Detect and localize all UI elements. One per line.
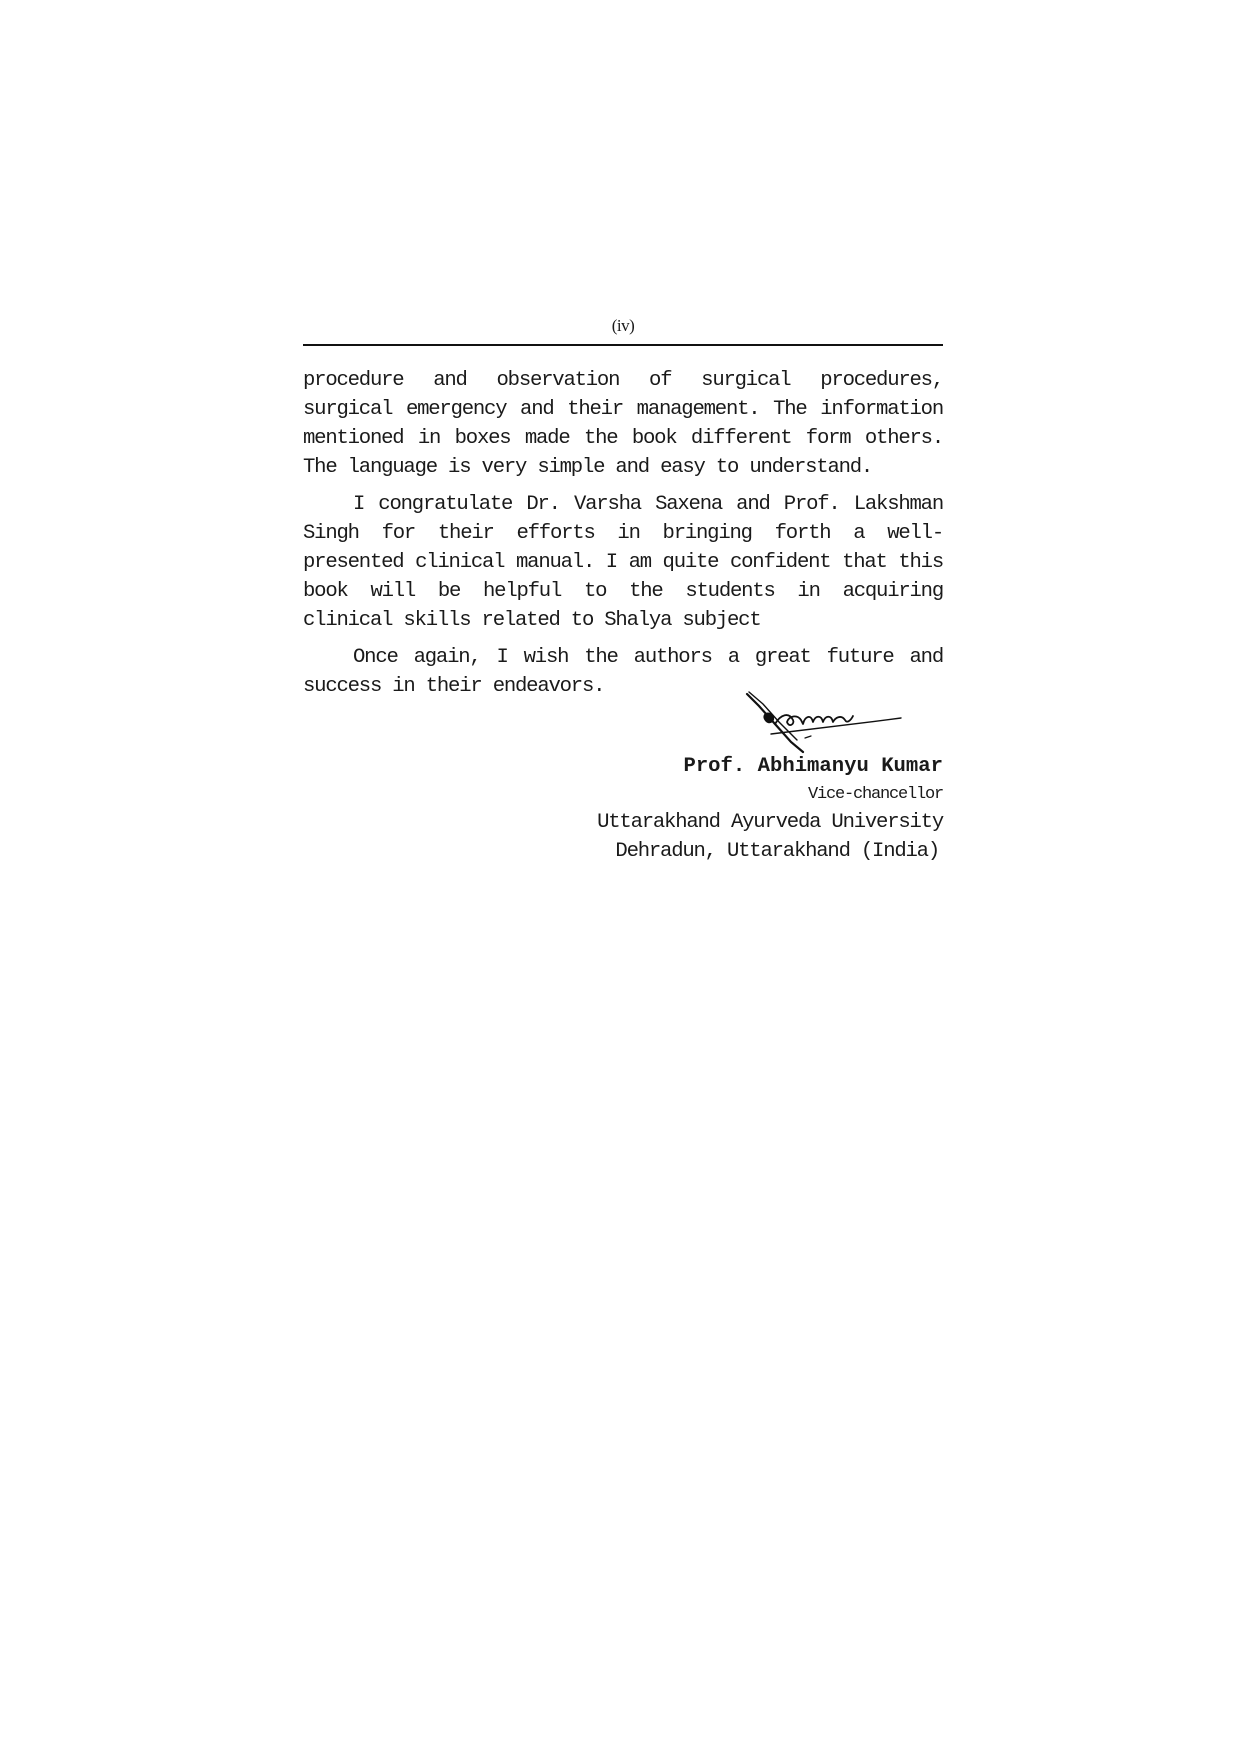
handwritten-signature [745,690,905,754]
paragraph-1: procedure and observation of surgical procedures, surgical emergency and their management. The information mentioned in boxes made the book different form others. The language is very simple and easy to understand. [303,369,943,479]
header-rule [303,344,943,346]
signoff-block [303,752,943,866]
signatory-location: Dehradun, Uttarakhand (India) [615,840,939,863]
signatory-title: Vice-chancellor [807,785,943,804]
body-text [303,366,943,709]
paragraph-3: Once again, I wish the authors a great future and success in their endeavors. [303,646,943,698]
signatory-institution: Uttarakhand Ayurveda University [597,811,943,834]
paragraph-2: I congratulate Dr. Varsha Saxena and Prof. Lakshman Singh for their efforts in bringing forth a well-presented clinical manual. I am quite confident that this book will be helpful to the students in acquiring clinical skills related to Shalya subject [303,493,943,632]
signatory-name: Prof. Abhimanyu Kumar [683,755,943,778]
page-number: (iv) [611,316,635,335]
